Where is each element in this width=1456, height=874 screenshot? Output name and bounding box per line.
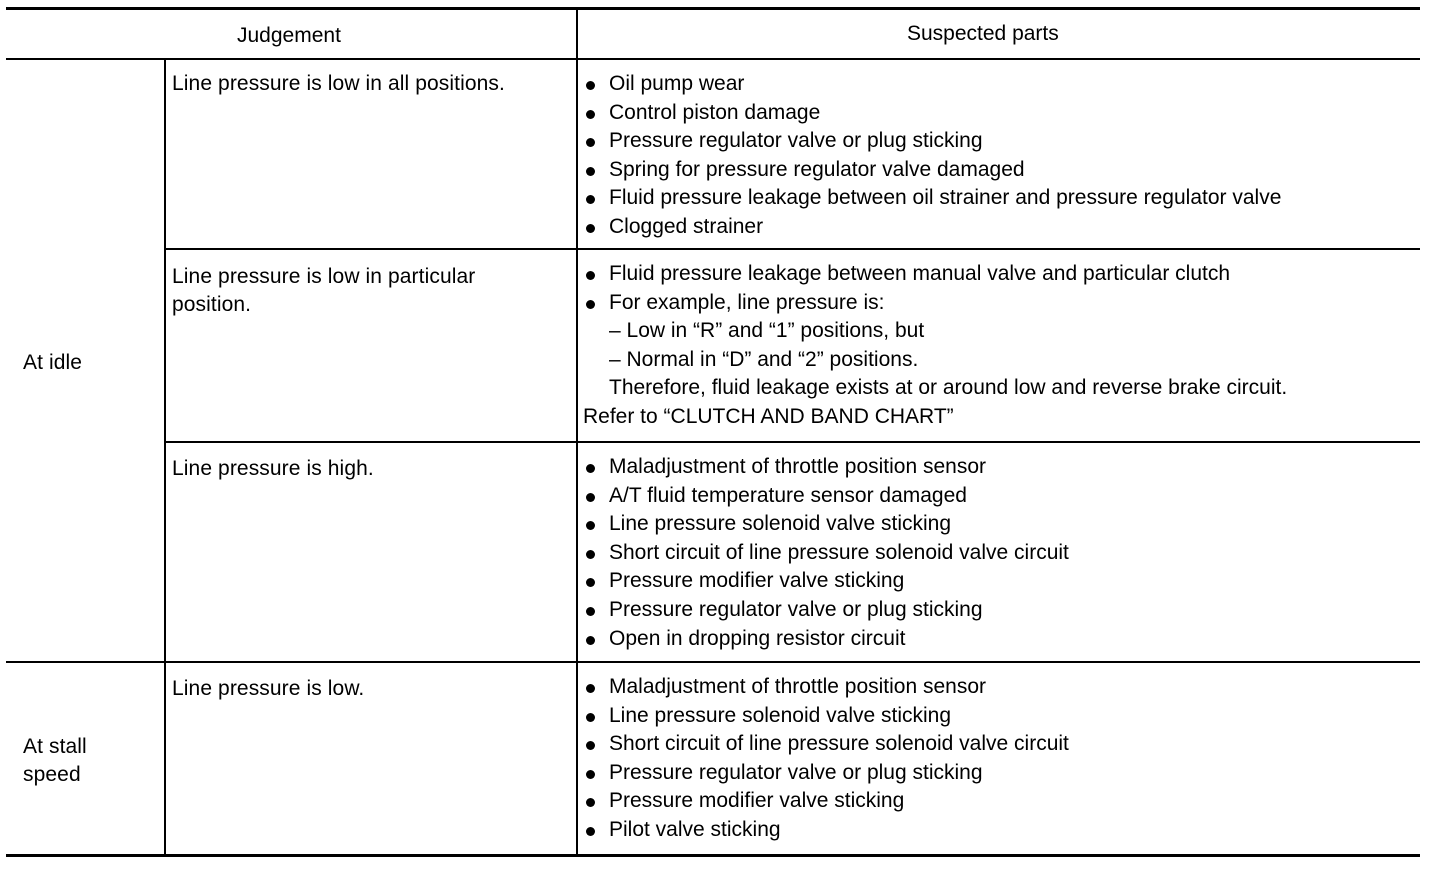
bullet-icon <box>586 741 595 750</box>
group-divider-rule <box>6 661 1420 663</box>
bullet-icon <box>586 827 595 836</box>
bullet-icon <box>586 607 595 616</box>
bullet-icon <box>586 300 595 309</box>
example-line-low: – Low in “R” and “1” positions, but <box>609 319 925 343</box>
header-judgement: Judgement <box>237 24 341 47</box>
bullet-icon <box>586 550 595 559</box>
list-item: Pilot valve sticking <box>583 816 1069 845</box>
bullet-icon <box>586 195 595 204</box>
header-suspected-parts: Suspected parts <box>907 22 1059 45</box>
bullet-icon <box>586 578 595 587</box>
list-item: Maladjustment of throttle position sensor <box>583 673 1069 702</box>
bullet-icon <box>586 464 595 473</box>
list-item: Line pressure solenoid valve sticking <box>583 702 1069 731</box>
bullet-icon <box>586 713 595 722</box>
list-item: Pressure regulator valve or plug sticking <box>583 127 1281 156</box>
bullet-icon <box>586 271 595 280</box>
row2-condition-line1: Line pressure is low in particular <box>172 265 476 288</box>
bullet-icon <box>586 167 595 176</box>
bullet-icon <box>586 493 595 502</box>
list-item: Control piston damage <box>583 99 1281 128</box>
list-item: Spring for pressure regulator valve damaged <box>583 156 1281 185</box>
table-bottom-rule <box>6 854 1420 857</box>
list-item: Line pressure solenoid valve sticking <box>583 510 1069 539</box>
group-label-stall-line1: At stall <box>23 735 87 758</box>
list-item: Pressure modifier valve sticking <box>583 787 1069 816</box>
bullet-icon <box>586 684 595 693</box>
refer-note: Refer to “CLUTCH AND BAND CHART” <box>583 404 954 428</box>
row2-parts-list <box>583 260 1287 432</box>
list-item: Short circuit of line pressure solenoid valve circuit <box>583 539 1069 568</box>
bullet-icon <box>586 770 595 779</box>
list-item: Fluid pressure leakage between oil strainer and pressure regulator valve <box>583 184 1281 213</box>
example-line-normal: – Normal in “D” and “2” positions. <box>609 347 919 371</box>
bullet-icon <box>586 224 595 233</box>
list-item: A/T fluid temperature sensor damaged <box>583 482 1069 511</box>
bullet-icon <box>586 798 595 807</box>
row2-bottom-rule <box>165 441 1420 443</box>
list-item: Clogged strainer <box>583 213 1281 242</box>
row2-condition-line2: position. <box>172 293 252 316</box>
row3-condition: Line pressure is high. <box>172 457 374 480</box>
list-item: Short circuit of line pressure solenoid valve circuit <box>583 730 1069 759</box>
list-item: Open in dropping resistor circuit <box>583 625 1069 654</box>
group-label-stall-line2: speed <box>23 763 81 786</box>
row3-parts-list <box>583 453 1069 653</box>
column-divider-main <box>576 9 578 856</box>
header-bottom-rule <box>6 58 1420 60</box>
table-top-rule <box>6 7 1420 10</box>
row4-parts-list <box>583 673 1069 845</box>
bullet-icon <box>586 138 595 147</box>
row1-parts-list <box>583 70 1281 242</box>
column-divider-group <box>164 59 166 856</box>
bullet-icon <box>586 636 595 645</box>
list-item: Pressure regulator valve or plug sticking <box>583 596 1069 625</box>
bullet-icon <box>586 110 595 119</box>
example-conclusion: Therefore, fluid leakage exists at or around low and reverse brake circuit. <box>609 376 1288 400</box>
bullet-icon <box>586 521 595 530</box>
bullet-icon <box>586 81 595 90</box>
group-label-idle: At idle <box>23 351 83 374</box>
list-item: Fluid pressure leakage between manual valve and particular clutch <box>583 260 1287 289</box>
list-item: Oil pump wear <box>583 70 1281 99</box>
list-item: Pressure modifier valve sticking <box>583 567 1069 596</box>
row1-bottom-rule <box>165 248 1420 250</box>
list-item: Pressure regulator valve or plug sticking <box>583 759 1069 788</box>
row4-condition: Line pressure is low. <box>172 677 365 700</box>
list-item: For example, line pressure is: <box>583 289 1287 318</box>
row1-condition: Line pressure is low in all positions. <box>172 72 505 95</box>
list-item: Maladjustment of throttle position sensor <box>583 453 1069 482</box>
